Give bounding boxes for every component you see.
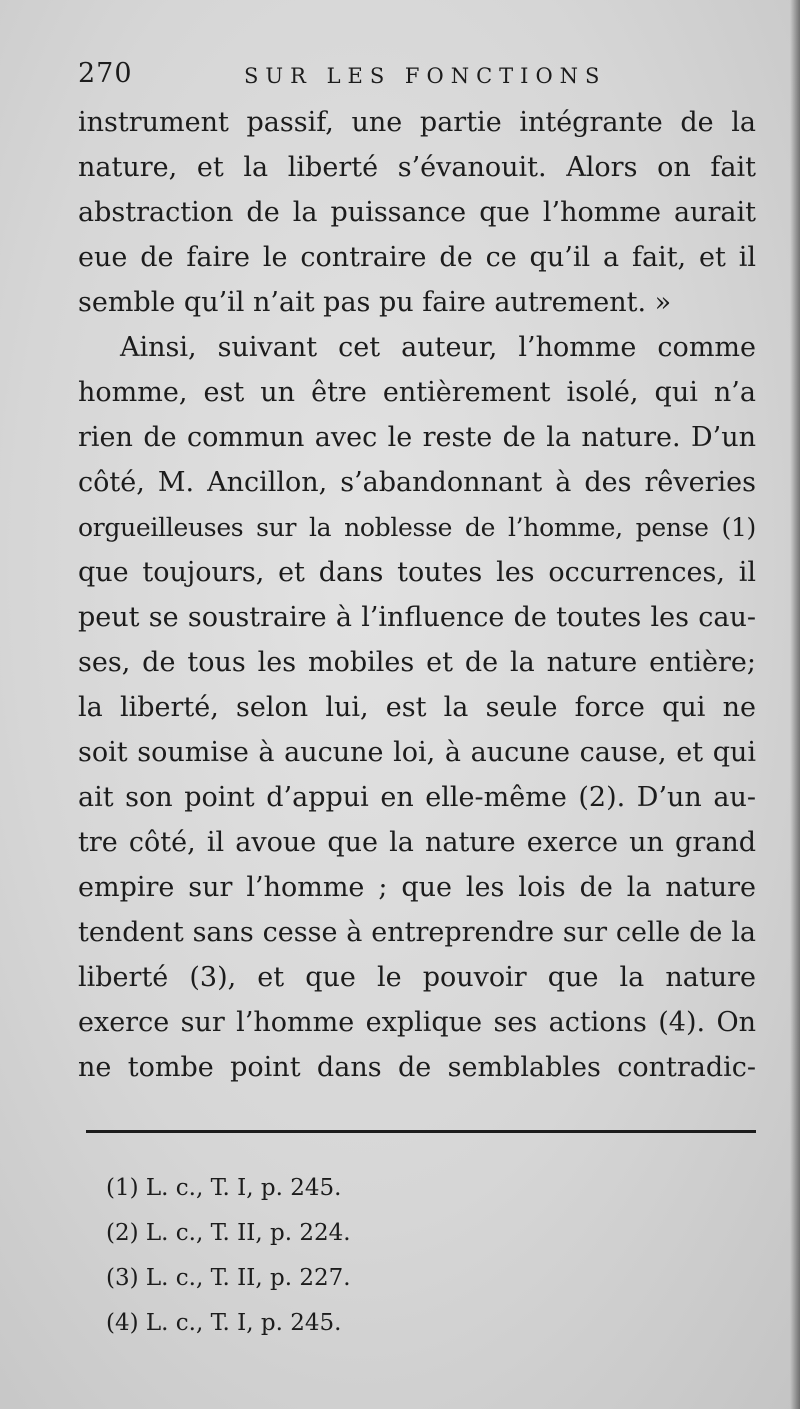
footnote-separator xyxy=(86,1130,756,1133)
footnote: (3) L. c., T. II, p. 227. xyxy=(106,1265,351,1291)
text-line: peut se soustraire à l’influence de toutes les cau- xyxy=(78,602,756,633)
text-line: la liberté, selon lui, est la seule force qui ne xyxy=(78,692,756,723)
text-line: côté, M. Ancillon, s’abandonnant à des rêveries xyxy=(78,467,756,498)
text-line: ne tombe point dans de semblables contradic- xyxy=(78,1052,756,1083)
running-head: SUR LES FONCTIONS xyxy=(244,64,607,88)
text-line: exerce sur l’homme explique ses actions (4). On xyxy=(78,1007,756,1038)
text-line: rien de commun avec le reste de la nature. D’un xyxy=(78,422,756,453)
footnotes xyxy=(106,1166,506,1346)
text-line: que toujours, et dans toutes les occurrences, il xyxy=(78,557,756,588)
page-edge-shadow xyxy=(790,0,800,1409)
text-line: nature, et la liberté s’évanouit. Alors on fait xyxy=(78,152,756,183)
text-line: semble qu’il n’ait pas pu faire autrement. » xyxy=(78,287,672,318)
footnote: (1) L. c., T. I, p. 245. xyxy=(106,1175,342,1201)
text-line: tre côté, il avoue que la nature exerce un grand xyxy=(78,827,756,858)
text-line: ses, de tous les mobiles et de la nature entière; xyxy=(78,647,756,678)
text-line: empire sur l’homme ; que les lois de la nature xyxy=(78,872,756,903)
text-line: instrument passif, une partie intégrante de la xyxy=(78,107,756,138)
text-line: eue de faire le contraire de ce qu’il a fait, et il xyxy=(78,242,756,273)
footnote: (4) L. c., T. I, p. 245. xyxy=(106,1310,342,1336)
page-header xyxy=(78,58,758,98)
text-line: liberté (3), et que le pouvoir que la nature xyxy=(78,962,756,993)
text-line: soit soumise à aucune loi, à aucune cause, et qui xyxy=(78,737,756,768)
text-line: Ainsi, suivant cet auteur, l’homme comme xyxy=(120,332,756,363)
text-line: abstraction de la puissance que l’homme aurait xyxy=(78,197,756,228)
text-line: homme, est un être entièrement isolé, qui n’a xyxy=(78,377,756,408)
text-line: tendent sans cesse à entreprendre sur celle de la xyxy=(78,917,756,948)
footnote: (2) L. c., T. II, p. 224. xyxy=(106,1220,351,1246)
body-text xyxy=(78,100,756,1090)
text-line: orgueilleuses sur la noblesse de l’homme, pense (1) xyxy=(78,513,756,542)
page-number: 270 xyxy=(78,58,133,89)
text-line: ait son point d’appui en elle-même (2). D’un au- xyxy=(78,782,756,813)
